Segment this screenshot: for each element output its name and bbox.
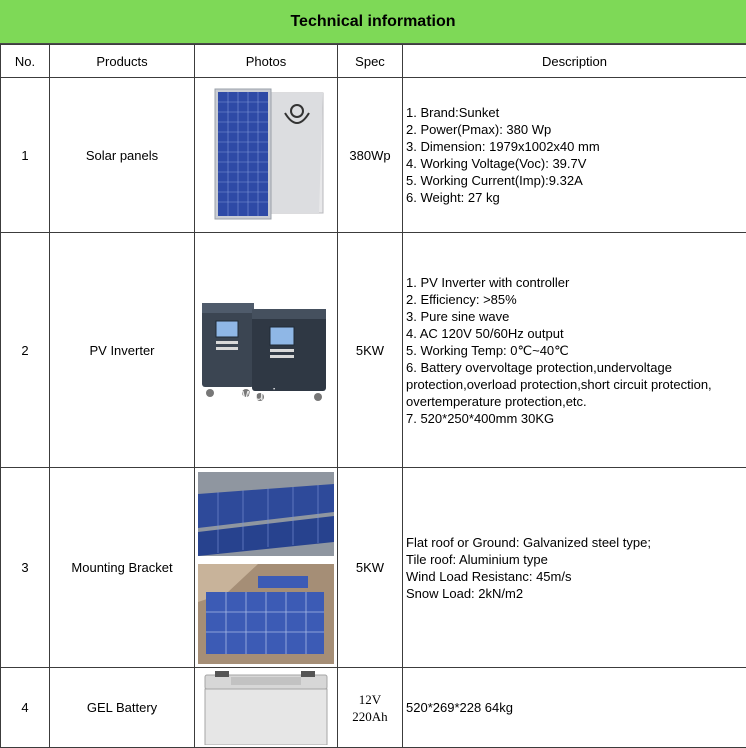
description-line: 4. Working Voltage(Voc): 39.7V [406,155,746,172]
description-line: 5. Working Current(Imp):9.32A [406,172,746,189]
spec-voltage: 12V [338,691,402,708]
inverter-photo [196,295,336,405]
description-line: Flat roof or Ground: Galvanized steel type; [406,534,746,551]
spec-value: 380Wp [338,78,403,233]
product-name: Mounting Bracket [50,468,195,668]
description-line: 520*269*228 64kg [406,699,746,716]
description-cell [403,78,746,233]
description-line: 5. Working Temp: 0℃~40℃ [406,342,746,359]
description-line: Tile roof: Aluminium type [406,551,746,568]
row-number: 1 [1,78,50,233]
technical-info-table [0,44,746,748]
mounting-bracket-photos [198,472,334,664]
header-photos: Photos [195,45,338,78]
description-line: overtemperature protection,etc. [406,393,746,410]
table-row [1,233,746,468]
solar-panel-photo [201,85,331,225]
description-line: protection,overload protection,short circuit protection, [406,376,746,393]
description-line: 6. Weight: 27 kg [406,189,746,206]
product-name: PV Inverter [50,233,195,468]
description-line: 3. Pure sine wave [406,308,746,325]
row-number: 4 [1,668,50,748]
description-line: 2. Power(Pmax): 380 Wp [406,121,746,138]
product-name: GEL Battery [50,668,195,748]
description-line: 3. Dimension: 1979x1002x40 mm [406,138,746,155]
description-line: Wind Load Resistanc: 45m/s [406,568,746,585]
spec-value [338,668,403,748]
description-line: 7. 520*250*400mm 30KG [406,410,746,427]
description-cell [403,233,746,468]
product-photo-cell [195,78,338,233]
description-line: 1. PV Inverter with controller [406,274,746,291]
header-products: Products [50,45,195,78]
gel-battery-photo [201,671,331,745]
header-description: Description [403,45,746,78]
header-row [1,45,746,78]
watermark-text: wuxisu [241,385,294,404]
product-photo-cell [195,468,338,668]
description-line: 6. Battery overvoltage protection,undervoltage [406,359,746,376]
product-photo-cell [195,668,338,748]
spec-value: 5KW [338,233,403,468]
table-title: Technical information [0,0,746,44]
table-row [1,668,746,748]
spec-capacity: 220Ah [338,708,402,725]
spec-value: 5KW [338,468,403,668]
description-cell [403,468,746,668]
header-no: No. [1,45,50,78]
description-line: 4. AC 120V 50/60Hz output [406,325,746,342]
product-photo-cell [195,233,338,468]
table-row [1,78,746,233]
description-line: 1. Brand:Sunket [406,104,746,121]
description-cell [403,668,746,748]
description-line: 2. Efficiency: >85% [406,291,746,308]
header-spec: Spec [338,45,403,78]
product-name: Solar panels [50,78,195,233]
row-number: 2 [1,233,50,468]
table-row [1,468,746,668]
row-number: 3 [1,468,50,668]
description-line: Snow Load: 2kN/m2 [406,585,746,602]
